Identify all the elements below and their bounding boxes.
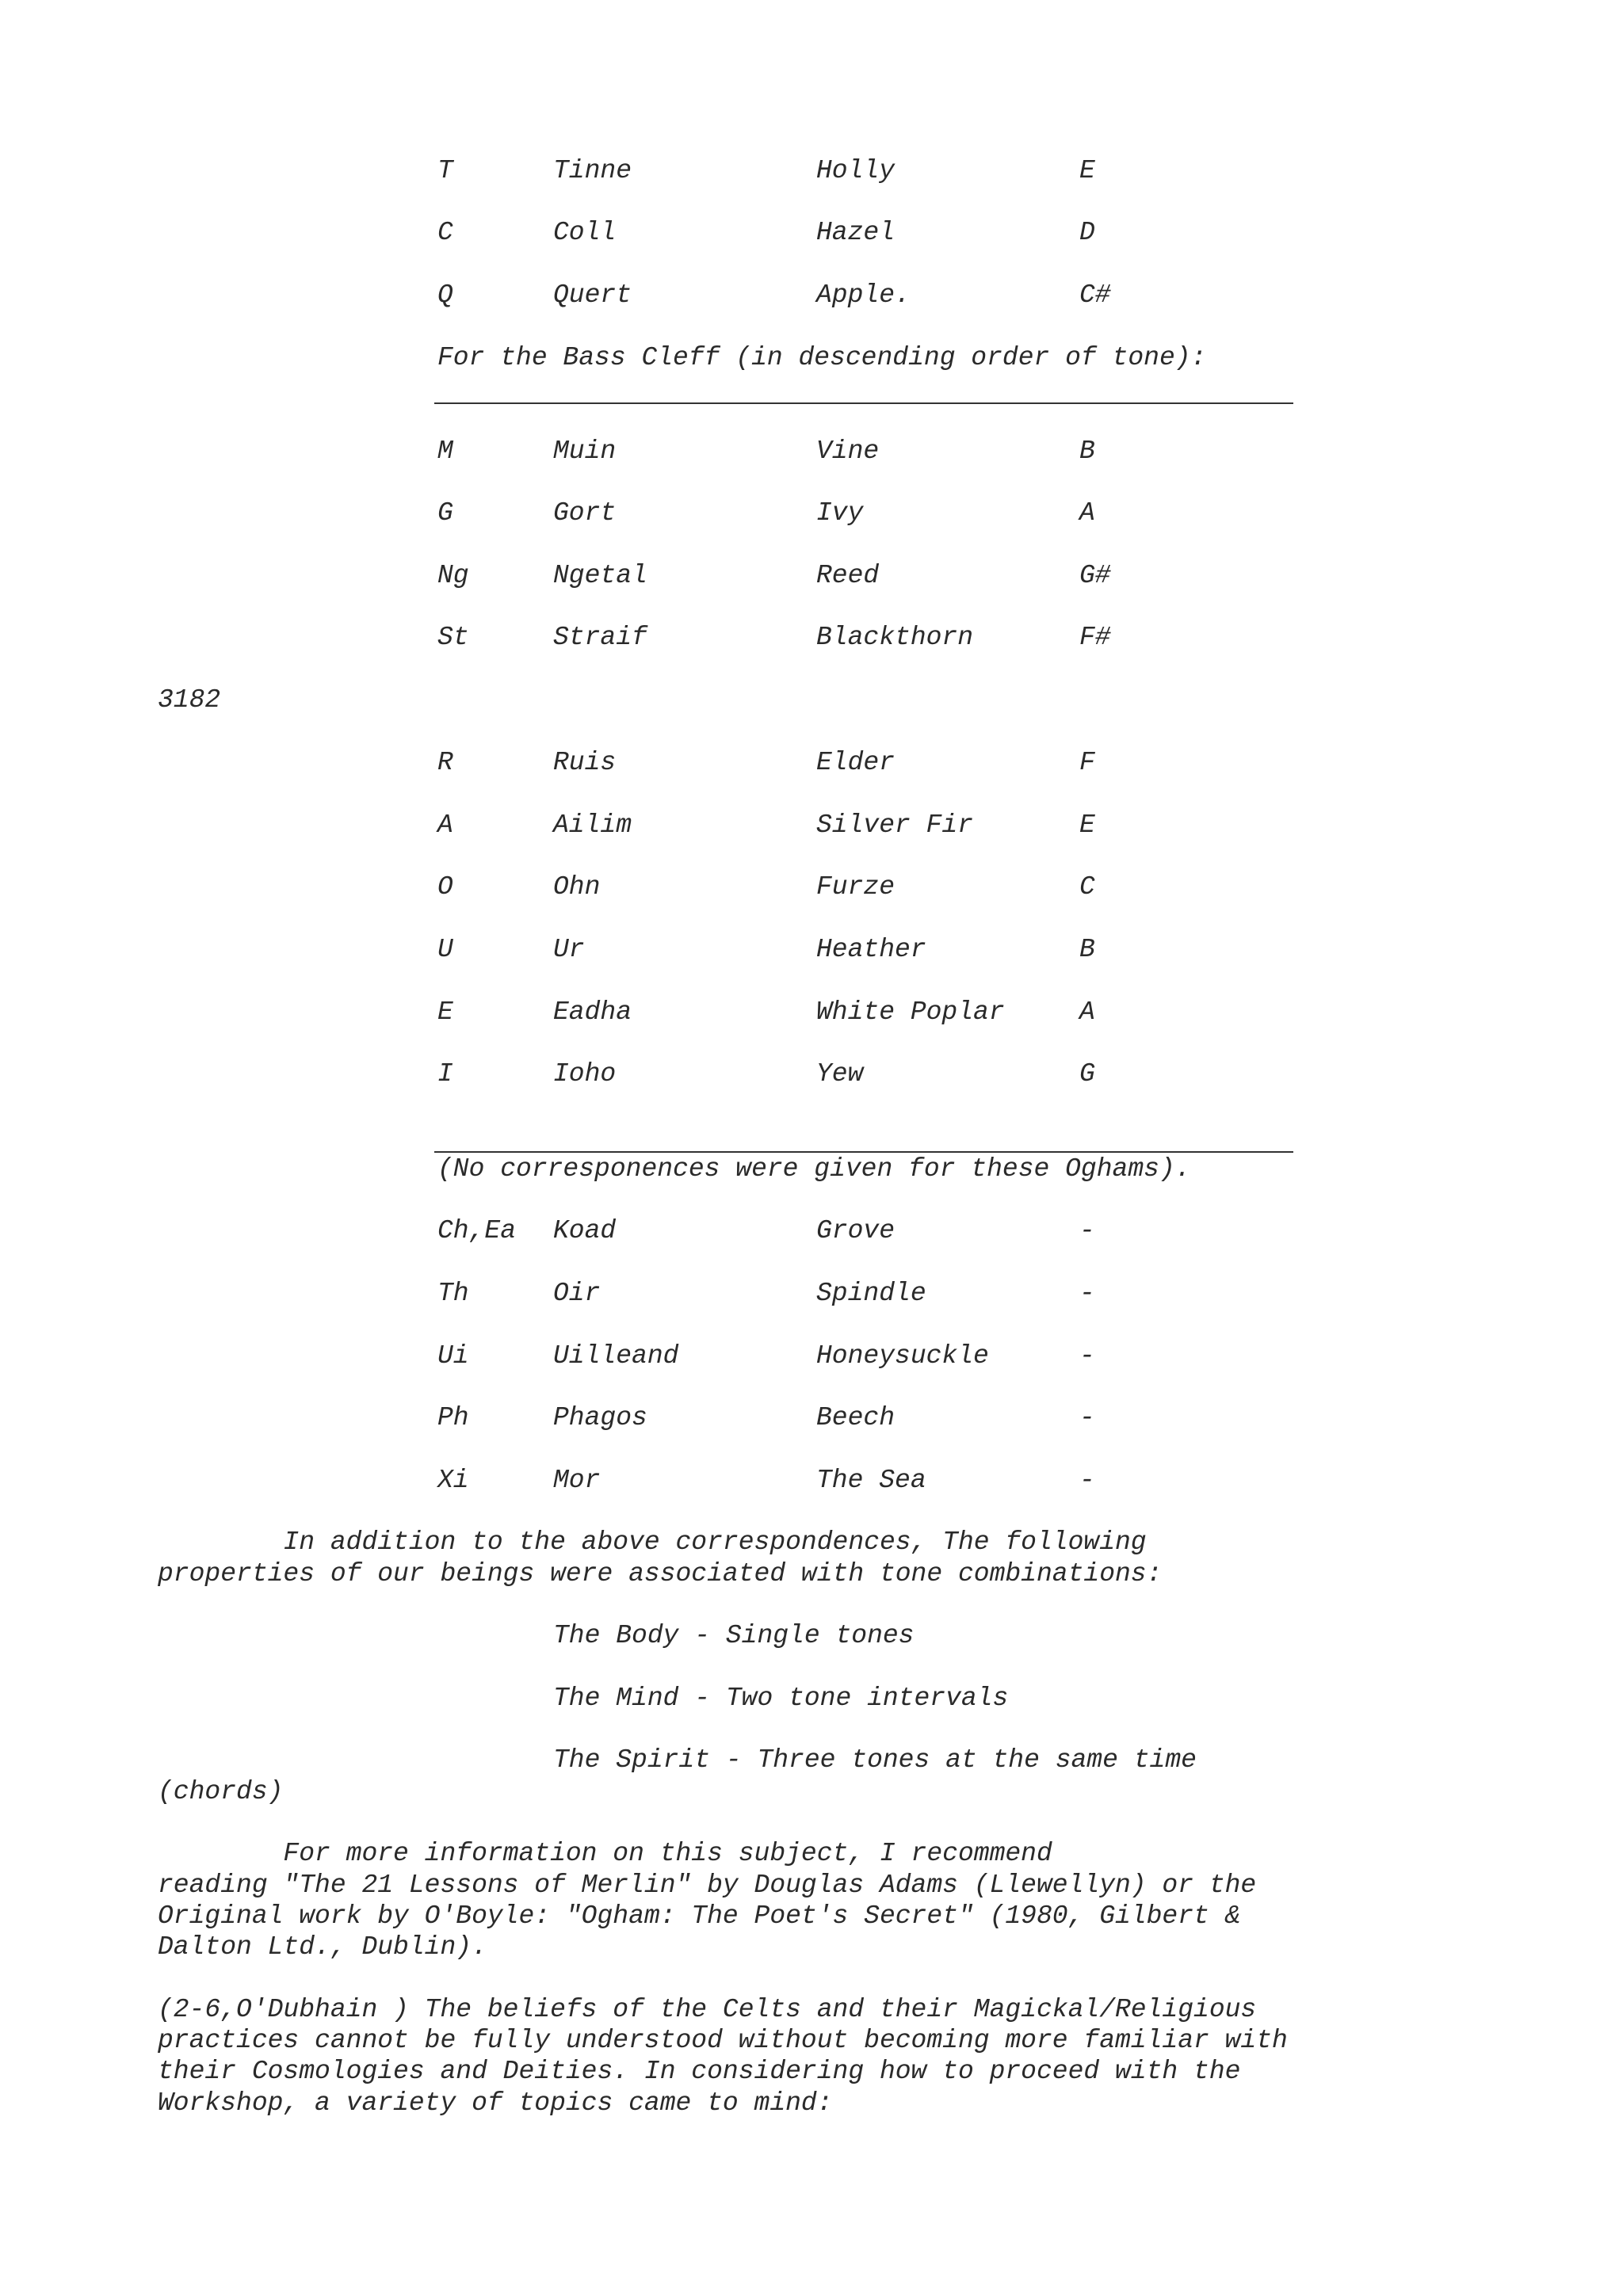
ogham-name: Straif — [553, 623, 647, 652]
musical-note: C# — [1079, 280, 1111, 310]
paragraph-line: Original work by O'Boyle: "Ogham: The Poet's Secret" (1980, Gilbert & — [158, 1901, 1241, 1931]
ogham-name: Gort — [553, 498, 617, 528]
ogham-letter: E — [437, 997, 453, 1027]
musical-note: F# — [1079, 623, 1111, 652]
ogham-letter: Ng — [437, 561, 469, 590]
ogham-name: Eadha — [553, 997, 632, 1027]
ogham-letter: O — [437, 872, 453, 902]
paragraph-line: Workshop, a variety of topics came to mind: — [158, 2088, 833, 2118]
musical-note: B — [1079, 935, 1095, 964]
musical-note: E — [1079, 156, 1095, 185]
tree-name: Honeysuckle — [816, 1341, 989, 1371]
tree-name: Blackthorn — [816, 623, 974, 652]
musical-note: A — [1079, 498, 1095, 528]
paragraph-line: their Cosmologies and Deities. In considering how to proceed with the — [158, 2057, 1241, 2086]
musical-note: - — [1079, 1403, 1095, 1432]
tree-name: Spindle — [816, 1279, 926, 1308]
ogham-name: Ngetal — [553, 561, 647, 590]
ogham-letter: T — [437, 156, 453, 185]
ogham-letter: Ch,Ea — [437, 1216, 517, 1245]
tree-name: The Sea — [816, 1466, 926, 1495]
ogham-name: Ohn — [553, 872, 601, 902]
musical-note: - — [1079, 1341, 1095, 1371]
tree-name: Grove — [816, 1216, 896, 1245]
ogham-name: Ailim — [553, 810, 632, 840]
tree-name: Beech — [816, 1403, 896, 1432]
musical-note: G — [1079, 1059, 1095, 1089]
paragraph-line: practices cannot be fully understood without becoming more familiar with — [158, 2026, 1288, 2055]
ogham-letter: U — [437, 935, 453, 964]
ogham-name: Muin — [553, 437, 617, 466]
ogham-letter: Th — [437, 1279, 469, 1308]
ogham-letter: G — [437, 498, 453, 528]
paragraph-line: For more information on this subject, I recommend — [158, 1839, 1052, 1868]
tree-name: Hazel — [816, 218, 896, 247]
ogham-name: Phagos — [553, 1403, 647, 1432]
tree-name: Apple. — [816, 280, 911, 310]
musical-note: F — [1079, 748, 1095, 777]
paragraph-line: In addition to the above correspondences, The following — [158, 1527, 1147, 1557]
tree-name: Ivy — [816, 498, 864, 528]
table-divider — [434, 402, 1293, 404]
ogham-name: Uilleand — [553, 1341, 679, 1371]
tree-name: White Poplar — [816, 997, 1005, 1027]
musical-note: - — [1079, 1466, 1095, 1495]
paragraph-line: reading "The 21 Lessons of Merlin" by Douglas Adams (Llewellyn) or the — [158, 1871, 1257, 1900]
ogham-name: Mor — [553, 1466, 601, 1495]
ogham-name: Oir — [553, 1279, 601, 1308]
ogham-name: Ruis — [553, 748, 617, 777]
ogham-letter: Ph — [437, 1403, 469, 1432]
musical-note: - — [1079, 1279, 1095, 1308]
no-correspondence-note: (No corresponences were given for these Oghams). — [437, 1154, 1191, 1184]
tree-name: Holly — [816, 156, 896, 185]
list-item: The Spirit - Three tones at the same time — [553, 1745, 1197, 1775]
tree-name: Furze — [816, 872, 896, 902]
musical-note: G# — [1079, 561, 1111, 590]
ogham-letter: R — [437, 748, 453, 777]
ogham-name: Quert — [553, 280, 632, 310]
table-divider — [434, 1151, 1293, 1153]
tree-name: Heather — [816, 935, 926, 964]
paragraph-line: properties of our beings were associated with tone combinations: — [158, 1559, 1163, 1589]
ogham-letter: Ui — [437, 1341, 469, 1371]
musical-note: D — [1079, 218, 1095, 247]
ogham-letter: C — [437, 218, 453, 247]
musical-note: E — [1079, 810, 1095, 840]
paragraph-line: Dalton Ltd., Dublin). — [158, 1932, 487, 1962]
bass-cleff-heading: For the Bass Cleff (in descending order of tone): — [437, 343, 1207, 372]
ogham-letter: Xi — [437, 1466, 469, 1495]
paragraph-line: (2-6,O'Dubhain ) The beliefs of the Celts and their Magickal/Religious — [158, 1995, 1257, 2024]
musical-note: B — [1079, 437, 1095, 466]
ogham-name: Tinne — [553, 156, 632, 185]
ogham-name: Ur — [553, 935, 585, 964]
tree-name: Elder — [816, 748, 896, 777]
ogham-letter: M — [437, 437, 453, 466]
ogham-letter: A — [437, 810, 453, 840]
tree-name: Reed — [816, 561, 880, 590]
tree-name: Silver Fir — [816, 810, 974, 840]
list-item: The Mind - Two tone intervals — [553, 1684, 1009, 1713]
musical-note: C — [1079, 872, 1095, 902]
ogham-letter: Q — [437, 280, 453, 310]
tree-name: Vine — [816, 437, 880, 466]
ogham-name: Coll — [553, 218, 617, 247]
ogham-name: Ioho — [553, 1059, 617, 1089]
page-number: 3182 — [158, 685, 221, 715]
ogham-name: Koad — [553, 1216, 617, 1245]
list-item: The Body - Single tones — [553, 1621, 915, 1650]
ogham-letter: I — [437, 1059, 453, 1089]
musical-note: A — [1079, 997, 1095, 1027]
list-item-continuation: (chords) — [158, 1777, 284, 1806]
tree-name: Yew — [816, 1059, 864, 1089]
musical-note: - — [1079, 1216, 1095, 1245]
ogham-letter: St — [437, 623, 469, 652]
